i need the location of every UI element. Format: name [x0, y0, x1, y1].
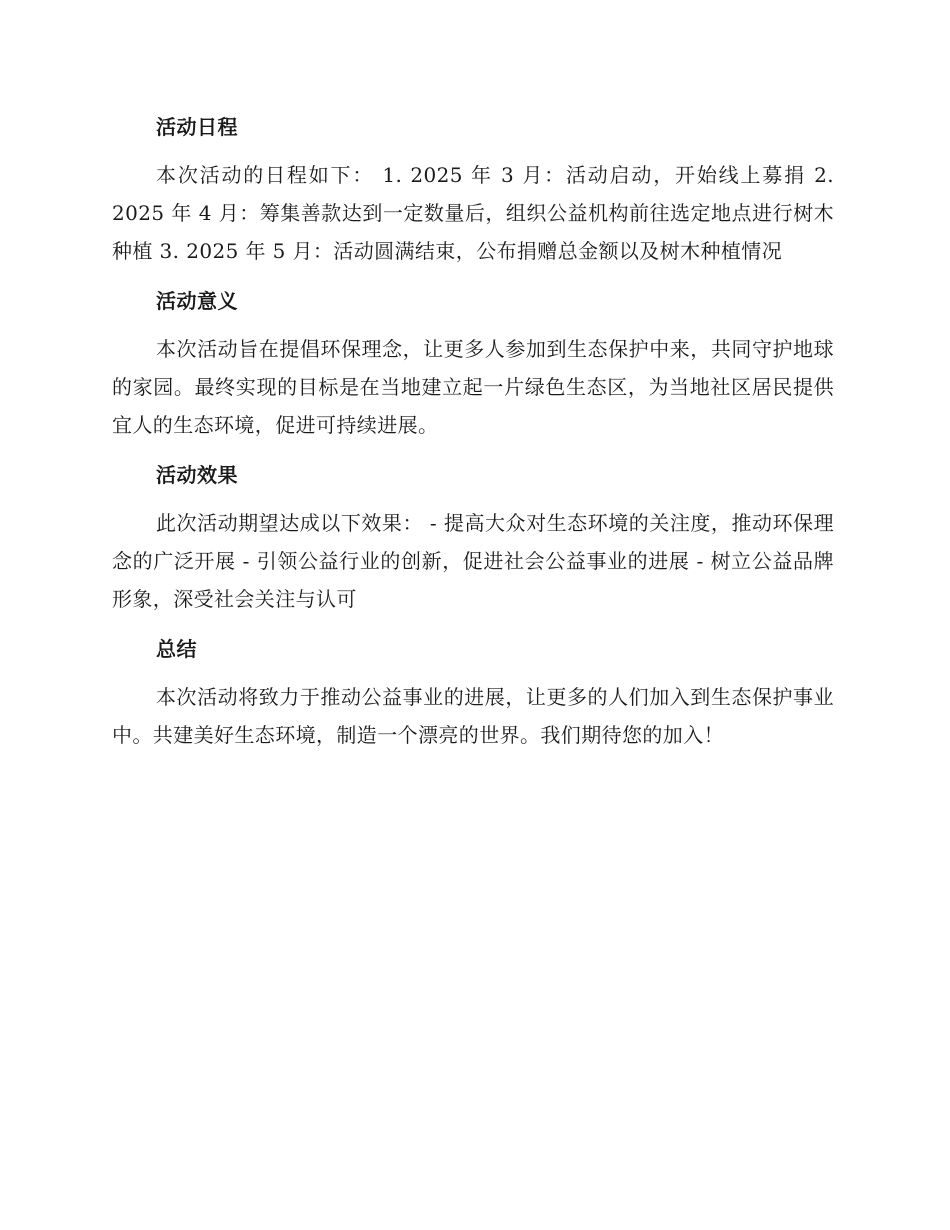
document-page [112, 108, 834, 766]
section-effects [112, 456, 834, 618]
section-heading: 活动日程 [156, 115, 238, 139]
section-heading: 活动效果 [156, 463, 238, 487]
section-heading: 活动意义 [156, 289, 238, 313]
section-paragraph: 本次活动的日程如下： 1. 2025 年 3 月：活动启动，开始线上募捐 2. 2025 年 4 月：筹集善款达到一定数量后，组织公益机构前往选定地点进行树木种植 3. 2025 年 5 月：活动圆满结束，公布捐赠总金额以及树木种植情况 [112, 163, 834, 263]
section-paragraph: 本次活动旨在提倡环保理念，让更多人参加到生态保护中来，共同守护地球的家园。最终实现的目标是在当地建立起一片绿色生态区，为当地社区居民提供宜人的生态环境，促进可持续进展。 [112, 337, 834, 437]
section-significance [112, 282, 834, 444]
section-schedule [112, 108, 834, 270]
section-paragraph: 此次活动期望达成以下效果： - 提高大众对生态环境的关注度，推动环保理念的广泛开展 - 引领公益行业的创新，促进社会公益事业的进展 - 树立公益品牌形象，深受社会关注与认可 [112, 511, 834, 611]
section-summary [112, 630, 834, 754]
section-paragraph: 本次活动将致力于推动公益事业的进展，让更多的人们加入到生态保护事业中。共建美好生态环境，制造一个漂亮的世界。我们期待您的加入！ [112, 685, 834, 747]
section-heading: 总结 [156, 637, 197, 661]
